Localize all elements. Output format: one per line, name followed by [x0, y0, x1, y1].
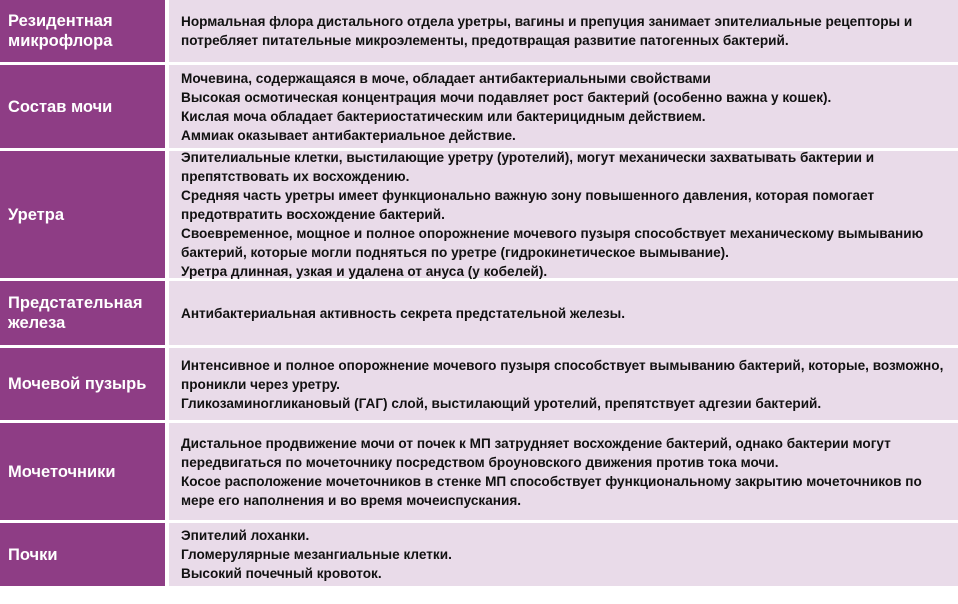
table-row-kidneys: [0, 523, 958, 586]
table-row-bladder: [0, 348, 958, 420]
content-line: Средняя часть уретры имеет функционально важную зону повышенного давления, которая помогает предотвратить восхождение бактерий.: [181, 188, 875, 222]
row-label: Уретра: [0, 151, 165, 278]
content-line: Косое расположение мочеточников в стенке МП способствует функциональному закрытию мочеточников по мере его наполнения и во время мочеиспускания.: [181, 473, 922, 508]
content-line: Мочевина, содержащаяся в моче, обладает антибактериальными свойствами: [181, 70, 711, 86]
row-label: Предстательная железа: [0, 281, 165, 345]
content-line: Гломерулярные мезангиальные клетки.: [181, 547, 452, 562]
row-content: [169, 281, 958, 345]
content-line: Кислая моча обладает бактериостатическим или бактерицидным действием.: [181, 108, 706, 124]
content-line: Высокий почечный кровоток.: [181, 566, 382, 581]
row-content: [169, 0, 958, 62]
table-row-ureters: [0, 423, 958, 520]
content-line: Аммиак оказывает антибактериальное действие.: [181, 127, 516, 143]
table-row-prostate: [0, 281, 958, 345]
row-content: [169, 348, 958, 420]
table-row-urine-composition: [0, 65, 958, 148]
row-label: Состав мочи: [0, 65, 165, 148]
row-label: Почки: [0, 523, 165, 586]
row-content: [169, 423, 958, 520]
row-label: Мочевой пузырь: [0, 348, 165, 420]
content-line: Своевременное, мощное и полное опорожнение мочевого пузыря способствует механическому вымыванию бактерий, которые могли подняться по уретре (гидрокинетическое вымывание).: [181, 226, 924, 260]
row-content: [169, 151, 958, 278]
table-row-urethra: [0, 151, 958, 278]
content-line: Эпителиальные клетки, выстилающие уретру (уротелий), могут механически захватывать бактерии и препятствовать их восхождению.: [181, 150, 875, 184]
content-line: Интенсивное и полное опорожнение мочевого пузыря способствует вымыванию бактерий, которые, возможно, проникли через уретру.: [181, 357, 944, 392]
row-label: Мочеточники: [0, 423, 165, 520]
content-line: Нормальная флора дистального отдела уретры, вагины и препуция занимает эпителиальные рецепторы и потребляет питательные микроэлементы, предотвращая развитие патогенных бактерий.: [181, 14, 913, 48]
content-line: Гликозаминогликановый (ГАГ) слой, выстилающий уротелий, препятствует адгезии бактерий.: [181, 395, 822, 411]
table-row-resident-microflora: [0, 0, 958, 62]
content-line: Высокая осмотическая концентрация мочи подавляет рост бактерий (особенно важна у кошек).: [181, 89, 832, 105]
content-line: Дистальное продвижение мочи от почек к МП затрудняет восхождение бактерий, однако бактерии могут передвигаться по мочеточнику посредством броуновского движения против тока мочи.: [181, 435, 891, 470]
content-line: Эпителий лоханки.: [181, 528, 310, 543]
content-line: Уретра длинная, узкая и удалена от ануса (у кобелей).: [181, 264, 548, 279]
row-content: [169, 65, 958, 148]
row-label: Резидентная микрофлора: [0, 0, 165, 62]
content-line: Антибактериальная активность секрета предстательной железы.: [181, 305, 626, 321]
row-content: [169, 523, 958, 586]
